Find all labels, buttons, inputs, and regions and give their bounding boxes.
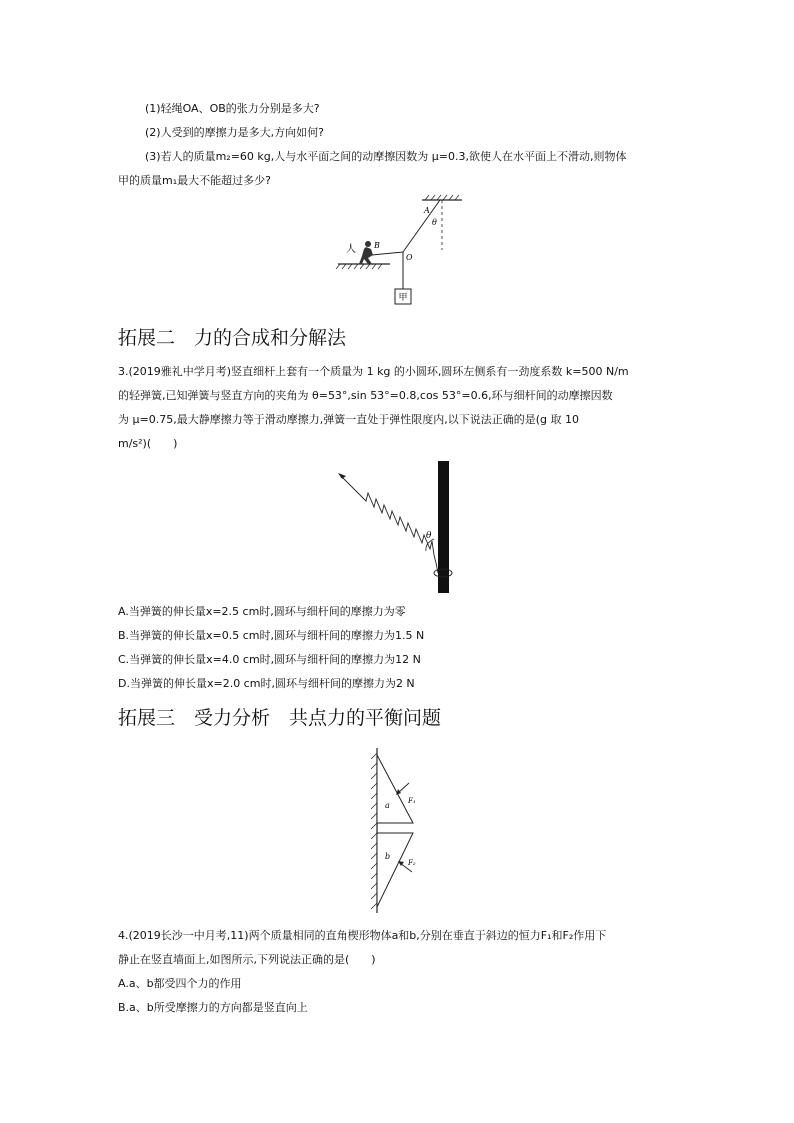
rope-ob bbox=[372, 252, 403, 255]
wedge-b-label: b bbox=[385, 852, 391, 861]
spring-rod-figure bbox=[330, 455, 470, 600]
problem-4-line-2: 静止在竖直墙面上,如图所示,下列说法正确的是( ) bbox=[118, 953, 376, 966]
arrow-head-icon bbox=[338, 473, 346, 479]
person-label: 人 bbox=[346, 244, 356, 255]
question-2: (2)人受到的摩擦力是多大,方向如何? bbox=[145, 126, 324, 139]
question-3-line-1: (3)若人的质量m₂=60 kg,人与水平面之间的动摩擦因数为 μ=0.3,欲使人在水平面上不滑动,则物体 bbox=[145, 150, 627, 163]
ceiling-hatch bbox=[425, 195, 459, 200]
wedge-a bbox=[377, 755, 413, 823]
wedge-figure bbox=[360, 745, 440, 917]
option-a: A.当弹簧的伸长量x=2.5 cm时,圆环与细杆间的摩擦力为零 bbox=[118, 605, 406, 618]
force-f1-label: F₁ bbox=[408, 797, 416, 805]
box-label: 甲 bbox=[398, 293, 408, 303]
problem-4-line-1: 4.(2019长沙一中月考,11)两个质量相同的直角楔形物体a和b,分别在垂直于斜边的恒力F₁和F₂作用下 bbox=[118, 929, 607, 942]
point-o-label: O bbox=[406, 253, 413, 262]
option-d: D.当弹簧的伸长量x=2.0 cm时,圆环与细杆间的摩擦力为2 N bbox=[118, 677, 415, 690]
option-c: C.当弹簧的伸长量x=4.0 cm时,圆环与细杆间的摩擦力为12 N bbox=[118, 653, 421, 666]
question-1: (1)轻绳OA、OB的张力分别是多大? bbox=[145, 102, 320, 115]
person-icon bbox=[359, 241, 373, 264]
problem-4-option-a: A.a、b都受四个力的作用 bbox=[118, 977, 242, 990]
theta-label: θ bbox=[432, 218, 437, 227]
wedge-a-label: a bbox=[385, 801, 390, 810]
vertical-rod bbox=[438, 461, 449, 593]
problem-3-line-2: 的轻弹簧,已知弹簧与竖直方向的夹角为 θ=53°,sin 53°=0.8,cos 53°=0.6,环与细杆间的动摩擦因数 bbox=[118, 389, 613, 402]
problem-3-line-3: 为 μ=0.75,最大静摩擦力等于滑动摩擦力,弹簧一直处于弹性限度内,以下说法正确的是(g 取 10 bbox=[118, 413, 579, 426]
ground-hatch bbox=[336, 264, 382, 269]
rope-system-figure bbox=[330, 192, 470, 312]
question-3-line-2: 甲的质量m₁最大不能超过多少? bbox=[118, 174, 271, 187]
force-f2-label: F₂ bbox=[408, 859, 416, 867]
problem-3-line-1: 3.(2019雅礼中学月考)竖直细杆上套有一个质量为 1 kg 的小圆环,圆环左侧系有一劲度系数 k=500 N/m bbox=[118, 365, 629, 378]
wedge-b bbox=[377, 833, 413, 907]
section-2-title: 拓展二 力的合成和分解法 bbox=[118, 327, 347, 349]
point-b-label: B bbox=[374, 241, 380, 250]
point-a-label: A bbox=[424, 206, 430, 215]
problem-4-option-b: B.a、b所受摩擦力的方向都是竖直向上 bbox=[118, 1001, 308, 1014]
problem-3-line-4: m/s²)( ) bbox=[118, 437, 178, 450]
section-3-title: 拓展三 受力分析 共点力的平衡问题 bbox=[118, 707, 442, 729]
option-b: B.当弹簧的伸长量x=0.5 cm时,圆环与细杆间的摩擦力为1.5 N bbox=[118, 629, 425, 642]
wall-hatch bbox=[371, 753, 377, 909]
theta-label: θ bbox=[426, 531, 432, 541]
